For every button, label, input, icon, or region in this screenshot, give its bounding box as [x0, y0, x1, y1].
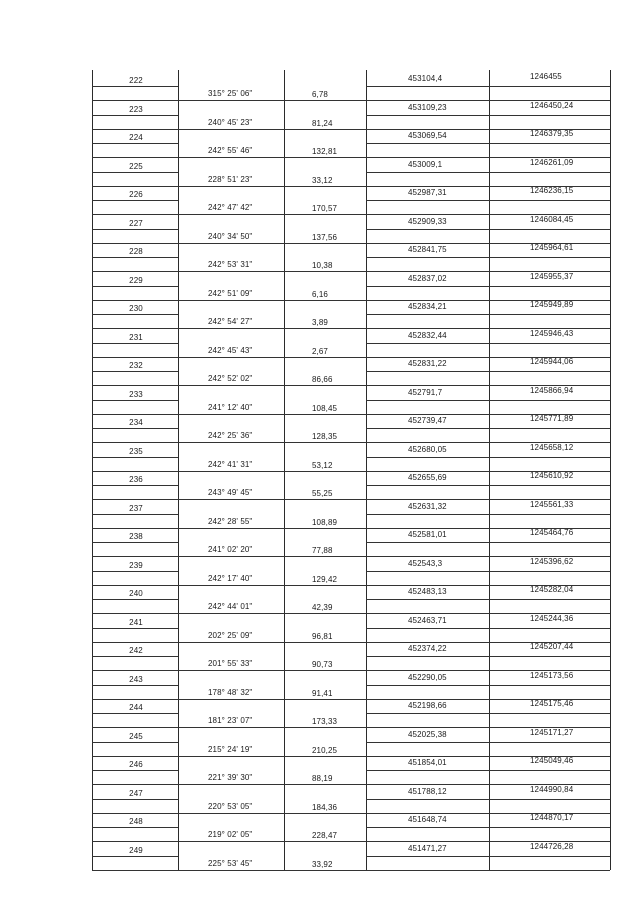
coordinate-x: 452631,32 [408, 501, 447, 511]
point-number: 244 [129, 703, 143, 712]
direction-angle: 242° 45' 43" [208, 345, 253, 355]
row-divider [366, 457, 610, 458]
point-number: 222 [129, 76, 143, 85]
direction-angle: 228° 51' 23" [208, 174, 253, 184]
point-number: 236 [129, 475, 143, 484]
row-divider [366, 599, 610, 600]
coordinate-x: 451854,01 [408, 758, 447, 767]
point-number: 233 [129, 389, 143, 399]
row-divider [366, 685, 610, 686]
direction-angle: 243° 49' 45" [208, 488, 253, 497]
table-row [92, 72, 610, 101]
row-divider [366, 143, 610, 144]
table-row [92, 756, 610, 785]
segment-length: 6,78 [312, 90, 328, 99]
row-divider [92, 656, 178, 657]
table-row [92, 471, 610, 500]
segment-length: 81,24 [312, 118, 333, 128]
coordinate-y: 1245282,04 [530, 585, 574, 594]
row-divider [92, 229, 178, 230]
table-row [92, 813, 610, 842]
direction-angle: 242° 52' 02" [208, 374, 253, 383]
coordinate-y: 1244990,84 [530, 784, 574, 794]
coordinate-x: 452680,05 [408, 444, 447, 454]
point-number: 240 [129, 589, 143, 598]
coordinate-x: 451788,12 [408, 786, 447, 796]
direction-angle: 225° 53' 45" [208, 858, 253, 868]
point-number: 241 [129, 617, 143, 627]
row-divider [92, 115, 178, 116]
direction-angle: 219° 02' 05" [208, 830, 253, 839]
coordinate-x: 452290,05 [408, 672, 447, 682]
coordinate-x: 452374,22 [408, 644, 447, 653]
table-row [92, 158, 610, 187]
point-number: 226 [129, 190, 143, 199]
direction-angle: 215° 24' 19" [208, 744, 253, 754]
row-divider [92, 143, 178, 144]
direction-angle: 240° 45' 23" [208, 117, 253, 127]
row-divider [366, 400, 610, 401]
direction-angle: 242° 28' 55" [208, 516, 253, 526]
coordinate-y: 1244726,28 [530, 841, 574, 851]
coordinate-x: 452841,75 [408, 245, 447, 254]
row-divider [366, 485, 610, 486]
row-divider [92, 286, 178, 287]
segment-length: 128,35 [312, 432, 338, 441]
coordinate-y: 1246261,09 [530, 157, 574, 167]
coordinate-x: 452834,21 [408, 302, 447, 311]
segment-length: 91,41 [312, 688, 333, 698]
row-divider [92, 856, 178, 857]
row-divider [366, 86, 610, 87]
table-row [92, 129, 610, 158]
row-divider [366, 229, 610, 230]
segment-length: 2,67 [312, 346, 328, 356]
row-divider [366, 628, 610, 629]
direction-angle: 202° 25' 09" [208, 630, 253, 640]
table-row [92, 585, 610, 614]
coordinate-x: 452791,7 [408, 387, 443, 397]
point-number: 232 [129, 361, 143, 370]
direction-angle: 201° 55' 33" [208, 659, 253, 668]
coordinate-y: 1246379,35 [530, 129, 574, 138]
table-row [92, 101, 610, 130]
direction-angle: 241° 02' 20" [208, 545, 253, 554]
row-divider [366, 343, 610, 344]
row-divider [92, 514, 178, 515]
row-divider [366, 314, 610, 315]
column-divider-right [610, 70, 611, 870]
point-number: 230 [129, 304, 143, 313]
row-divider [366, 286, 610, 287]
row-divider [92, 400, 178, 401]
coordinate-y: 1245964,61 [530, 243, 574, 252]
table-row [92, 557, 610, 586]
row-divider [366, 115, 610, 116]
segment-length: 55,25 [312, 489, 333, 498]
coordinate-y: 1246450,24 [530, 100, 574, 110]
segment-length: 170,57 [312, 204, 338, 213]
segment-length: 33,12 [312, 175, 333, 185]
coordinate-y: 1245610,92 [530, 471, 574, 480]
coordinate-x: 452837,02 [408, 273, 447, 283]
coordinate-x: 452198,66 [408, 701, 447, 710]
table-row [92, 443, 610, 472]
coordinate-y: 1245561,33 [530, 499, 574, 509]
row-divider [92, 770, 178, 771]
coordinate-x: 453069,54 [408, 131, 447, 140]
coordinate-y: 1245944,06 [530, 357, 574, 366]
direction-angle: 240° 34' 50" [208, 231, 253, 241]
row-divider [92, 742, 178, 743]
table-row [92, 671, 610, 700]
point-number: 234 [129, 418, 143, 427]
segment-length: 33,92 [312, 859, 333, 869]
segment-length: 132,81 [312, 147, 338, 156]
segment-length: 173,33 [312, 717, 338, 726]
row-divider [92, 599, 178, 600]
segment-length: 3,89 [312, 318, 328, 327]
coordinate-x: 452463,71 [408, 615, 447, 625]
coordinate-y: 1245949,89 [530, 300, 574, 309]
coordinate-y: 1246236,15 [530, 186, 574, 195]
coordinate-x: 452655,69 [408, 473, 447, 482]
point-number: 225 [129, 161, 143, 171]
segment-length: 10,38 [312, 261, 333, 270]
table-row [92, 699, 610, 728]
direction-angle: 242° 51' 09" [208, 288, 253, 298]
point-number: 238 [129, 532, 143, 541]
row-divider [92, 257, 178, 258]
row-divider [366, 542, 610, 543]
segment-length: 6,16 [312, 289, 328, 299]
direction-angle: 242° 53' 31" [208, 260, 253, 269]
table-row [92, 528, 610, 557]
coordinate-y: 1244870,17 [530, 813, 574, 822]
segment-length: 137,56 [312, 232, 338, 242]
coordinate-y: 1245175,46 [530, 699, 574, 708]
row-divider [92, 457, 178, 458]
coordinate-y: 1245866,94 [530, 385, 574, 395]
point-number: 235 [129, 446, 143, 456]
coordinate-x: 452739,47 [408, 416, 447, 425]
row-divider [366, 742, 610, 743]
segment-length: 88,19 [312, 774, 333, 783]
table-row [92, 386, 610, 415]
row-divider [366, 172, 610, 173]
coordinate-y: 1245955,37 [530, 271, 574, 281]
point-number: 227 [129, 218, 143, 228]
direction-angle: 242° 25' 36" [208, 431, 253, 440]
segment-length: 210,25 [312, 745, 338, 755]
row-divider [92, 86, 178, 87]
row-divider [92, 827, 178, 828]
coordinate-x: 452581,01 [408, 530, 447, 539]
row-divider [92, 314, 178, 315]
row-divider [366, 656, 610, 657]
row-divider [366, 856, 610, 857]
coordinate-y: 1245207,44 [530, 642, 574, 651]
direction-angle: 242° 41' 31" [208, 459, 253, 469]
row-divider [92, 685, 178, 686]
row-divider [92, 485, 178, 486]
segment-length: 77,88 [312, 546, 333, 555]
coordinate-x: 451471,27 [408, 843, 447, 853]
coordinate-x: 452025,38 [408, 729, 447, 739]
row-divider [366, 371, 610, 372]
table-row [92, 500, 610, 529]
direction-angle: 315° 25' 06" [208, 89, 253, 98]
direction-angle: 242° 44' 01" [208, 602, 253, 611]
point-number: 239 [129, 560, 143, 570]
table-row [92, 785, 610, 814]
coordinate-y: 1245946,43 [530, 328, 574, 338]
segment-length: 108,45 [312, 403, 338, 413]
coordinate-y: 1245049,46 [530, 756, 574, 765]
direction-angle: 241° 12' 40" [208, 402, 253, 412]
coordinate-y: 1246455 [530, 72, 562, 81]
direction-angle: 242° 55' 46" [208, 146, 253, 155]
coordinate-x: 452831,22 [408, 359, 447, 368]
segment-length: 129,42 [312, 574, 338, 584]
coordinate-x: 452909,33 [408, 216, 447, 226]
coordinate-y: 1245464,76 [530, 528, 574, 537]
row-divider [92, 628, 178, 629]
point-number: 246 [129, 760, 143, 769]
row-divider [92, 172, 178, 173]
direction-angle: 242° 17' 40" [208, 573, 253, 583]
segment-length: 108,89 [312, 517, 338, 527]
direction-angle: 242° 47' 42" [208, 203, 253, 212]
point-number: 231 [129, 332, 143, 342]
point-number: 237 [129, 503, 143, 513]
coordinate-x: 453009,1 [408, 159, 443, 169]
direction-angle: 242° 54' 27" [208, 317, 253, 326]
row-divider [366, 713, 610, 714]
table-row [92, 186, 610, 215]
coordinate-y: 1245171,27 [530, 727, 574, 737]
segment-length: 90,73 [312, 660, 333, 669]
table-row [92, 243, 610, 272]
segment-length: 96,81 [312, 631, 333, 641]
point-number: 249 [129, 845, 143, 855]
table-row [92, 842, 610, 871]
coordinate-x: 452987,31 [408, 188, 447, 197]
row-divider [366, 770, 610, 771]
row-divider [366, 428, 610, 429]
row-divider [366, 571, 610, 572]
point-number: 229 [129, 275, 143, 285]
segment-length: 86,66 [312, 375, 333, 384]
coordinate-x: 453109,23 [408, 102, 447, 112]
coordinate-y: 1245244,36 [530, 613, 574, 623]
row-divider [366, 799, 610, 800]
segment-length: 53,12 [312, 460, 333, 470]
coordinate-y: 1245658,12 [530, 442, 574, 452]
direction-angle: 181° 23' 07" [208, 716, 253, 725]
coordinate-y: 1245173,56 [530, 670, 574, 680]
point-number: 224 [129, 133, 143, 142]
table-row [92, 357, 610, 386]
row-divider [366, 200, 610, 201]
segment-length: 184,36 [312, 802, 338, 812]
point-number: 243 [129, 674, 143, 684]
row-divider [92, 713, 178, 714]
row-divider [366, 827, 610, 828]
coordinate-x: 452832,44 [408, 330, 447, 340]
row-divider [92, 799, 178, 800]
table-row [92, 614, 610, 643]
point-number: 247 [129, 788, 143, 798]
table-row [92, 414, 610, 443]
coordinate-y: 1246084,45 [530, 214, 574, 224]
table-row [92, 329, 610, 358]
direction-angle: 178° 48' 32" [208, 687, 253, 697]
direction-angle: 220° 53' 05" [208, 801, 253, 811]
point-number: 223 [129, 104, 143, 114]
table-row [92, 215, 610, 244]
coordinate-x: 452483,13 [408, 587, 447, 596]
segment-length: 228,47 [312, 831, 338, 840]
row-divider [366, 514, 610, 515]
coordinate-x: 451648,74 [408, 815, 447, 824]
row-divider [92, 200, 178, 201]
coordinate-y: 1245771,89 [530, 414, 574, 423]
row-divider [92, 343, 178, 344]
row-divider [92, 571, 178, 572]
row-divider [92, 542, 178, 543]
table-row [92, 642, 610, 671]
point-number: 228 [129, 247, 143, 256]
row-divider [92, 428, 178, 429]
coordinate-y: 1245396,62 [530, 556, 574, 566]
coordinate-x: 453104,4 [408, 74, 443, 83]
point-number: 245 [129, 731, 143, 741]
row-divider [92, 371, 178, 372]
point-number: 242 [129, 646, 143, 655]
table-row [92, 300, 610, 329]
table-row [92, 272, 610, 301]
row-divider [366, 257, 610, 258]
direction-angle: 221° 39' 30" [208, 773, 253, 782]
point-number: 248 [129, 817, 143, 826]
coordinate-x: 452543,3 [408, 558, 443, 568]
table-row [92, 728, 610, 757]
segment-length: 42,39 [312, 603, 333, 612]
